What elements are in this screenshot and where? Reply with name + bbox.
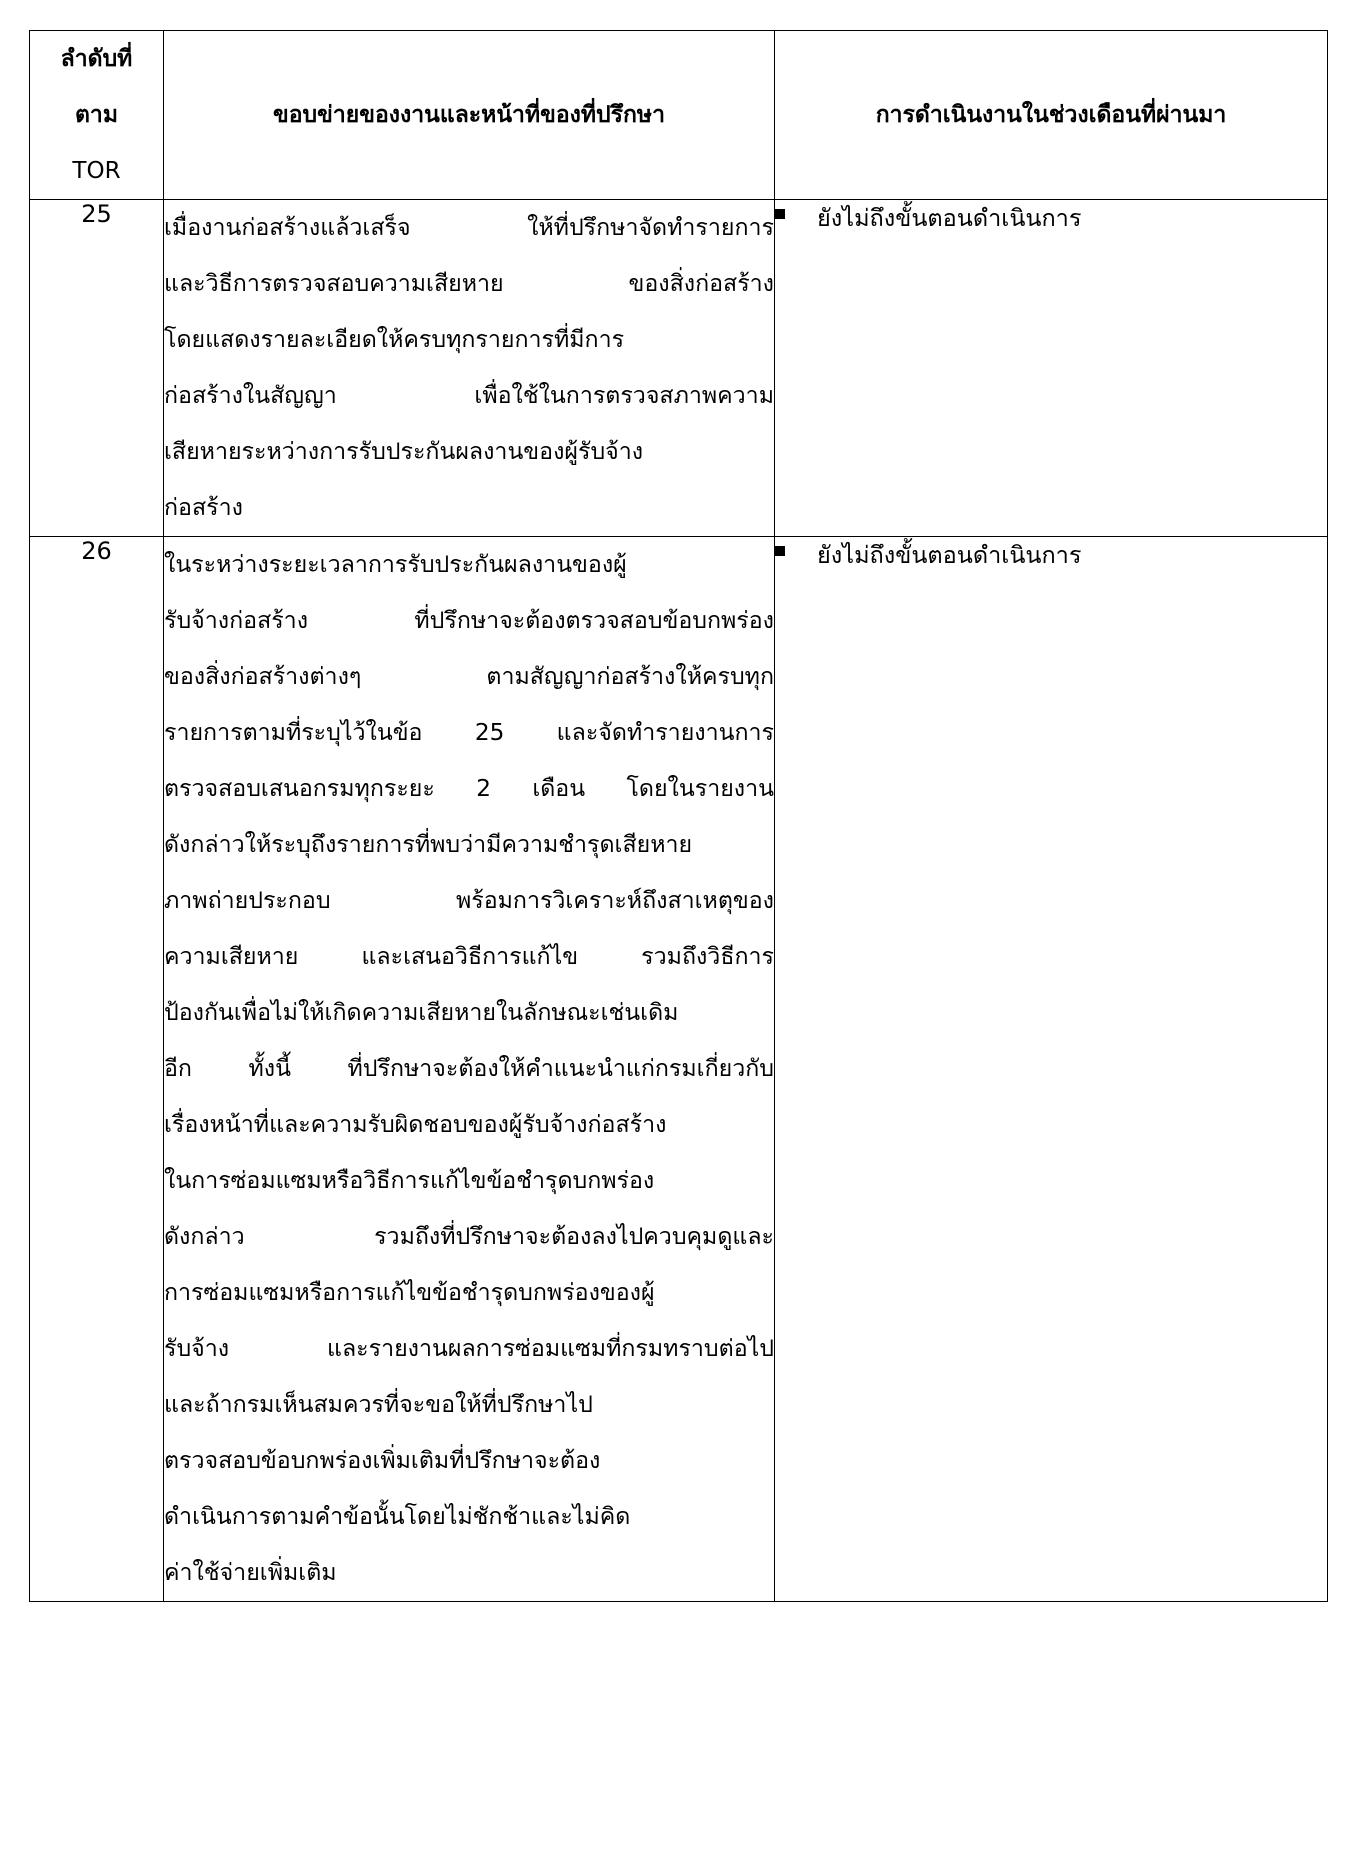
header-tor-number-line-2: ตาม xyxy=(74,102,118,128)
scope-line: เรื่องหน้าที่และความรับผิดชอบของผู้รับจ้างก่อสร้าง xyxy=(164,1111,667,1138)
tor-progress-table xyxy=(29,30,1328,1602)
status-text: ยังไม่ถึงขั้นตอนดำเนินการ xyxy=(817,204,1082,232)
header-tor-number-line-3: TOR xyxy=(72,158,121,184)
scope-line: อีก ทั้งนี้ ที่ปรึกษาจะต้องให้คำแนะนำแก่กรมเกี่ยวกับ xyxy=(164,1055,774,1082)
row-number: 25 xyxy=(30,200,164,537)
scope-line: ตรวจสอบเสนอกรมทุกระยะ 2 เดือน โดยในรายงาน xyxy=(164,775,774,802)
scope-line: ตรวจสอบข้อบกพร่องเพิ่มเติมที่ปรึกษาจะต้อง xyxy=(164,1447,601,1474)
header-tor-number xyxy=(30,31,164,200)
scope-line: และวิธีการตรวจสอบความเสียหาย ของสิ่งก่อสร้าง xyxy=(164,270,774,297)
square-bullet-icon xyxy=(775,209,785,219)
status-text: ยังไม่ถึงขั้นตอนดำเนินการ xyxy=(817,541,1082,569)
row-status xyxy=(775,200,1328,537)
scope-line: รายการตามที่ระบุไว้ในข้อ 25 และจัดทำรายงานการ xyxy=(164,719,774,746)
status-item xyxy=(775,537,1327,574)
scope-line: ความเสียหาย และเสนอวิธีการแก้ไข รวมถึงวิธีการ xyxy=(164,943,774,970)
scope-line: ดังกล่าว รวมถึงที่ปรึกษาจะต้องลงไปควบคุมดูและ xyxy=(164,1223,774,1250)
scope-line: การซ่อมแซมหรือการแก้ไขข้อชำรุดบกพร่องของผู้ xyxy=(164,1279,655,1306)
scope-line: รับจ้างก่อสร้าง ที่ปรึกษาจะต้องตรวจสอบข้อบกพร่อง xyxy=(164,607,774,634)
header-progress: การดำเนินงานในช่วงเดือนที่ผ่านมา xyxy=(775,31,1328,200)
table-header-row xyxy=(30,31,1328,200)
status-item xyxy=(775,200,1327,237)
scope-line: ค่าใช้จ่ายเพิ่มเติม xyxy=(164,1559,337,1586)
table-row xyxy=(30,537,1328,1602)
scope-line: โดยแสดงรายละเอียดให้ครบทุกรายการที่มีการ xyxy=(164,326,625,353)
scope-line: ป้องกันเพื่อไม่ให้เกิดความเสียหายในลักษณะเช่นเดิม xyxy=(164,999,679,1026)
row-status xyxy=(775,537,1328,1602)
scope-line: ก่อสร้างในสัญญา เพื่อใช้ในการตรวจสภาพความ xyxy=(164,382,774,409)
scope-line: ในระหว่างระยะเวลาการรับประกันผลงานของผู้ xyxy=(164,551,627,578)
scope-line: ดำเนินการตามคำข้อนั้นโดยไม่ชักช้าและไม่คิด xyxy=(164,1503,631,1530)
scope-line: และถ้ากรมเห็นสมควรที่จะขอให้ที่ปรึกษาไป xyxy=(164,1391,593,1418)
scope-line: ก่อสร้าง xyxy=(164,494,243,521)
scope-line: เมื่องานก่อสร้างแล้วเสร็จ ให้ที่ปรึกษาจัดทำรายการ xyxy=(164,214,774,241)
row-number: 26 xyxy=(30,537,164,1602)
scope-line: ดังกล่าวให้ระบุถึงรายการที่พบว่ามีความชำรุดเสียหาย xyxy=(164,831,693,858)
scope-line: ภาพถ่ายประกอบ พร้อมการวิเคราะห์ถึงสาเหตุของ xyxy=(164,887,774,914)
header-tor-number-line-1: ลำดับที่ xyxy=(60,46,133,72)
scope-line: รับจ้าง และรายงานผลการซ่อมแซมที่กรมทราบต่อไป xyxy=(164,1335,774,1362)
table-row xyxy=(30,200,1328,537)
row-scope xyxy=(164,537,775,1602)
header-scope: ขอบข่ายของงานและหน้าที่ของที่ปรึกษา xyxy=(164,31,775,200)
scope-line: เสียหายระหว่างการรับประกันผลงานของผู้รับจ้าง xyxy=(164,438,644,465)
scope-line: ของสิ่งก่อสร้างต่างๆ ตามสัญญาก่อสร้างให้ครบทุก xyxy=(164,663,774,690)
row-scope xyxy=(164,200,775,537)
square-bullet-icon xyxy=(775,546,785,556)
scope-line: ในการซ่อมแซมหรือวิธีการแก้ไขข้อชำรุดบกพร่อง xyxy=(164,1167,655,1194)
